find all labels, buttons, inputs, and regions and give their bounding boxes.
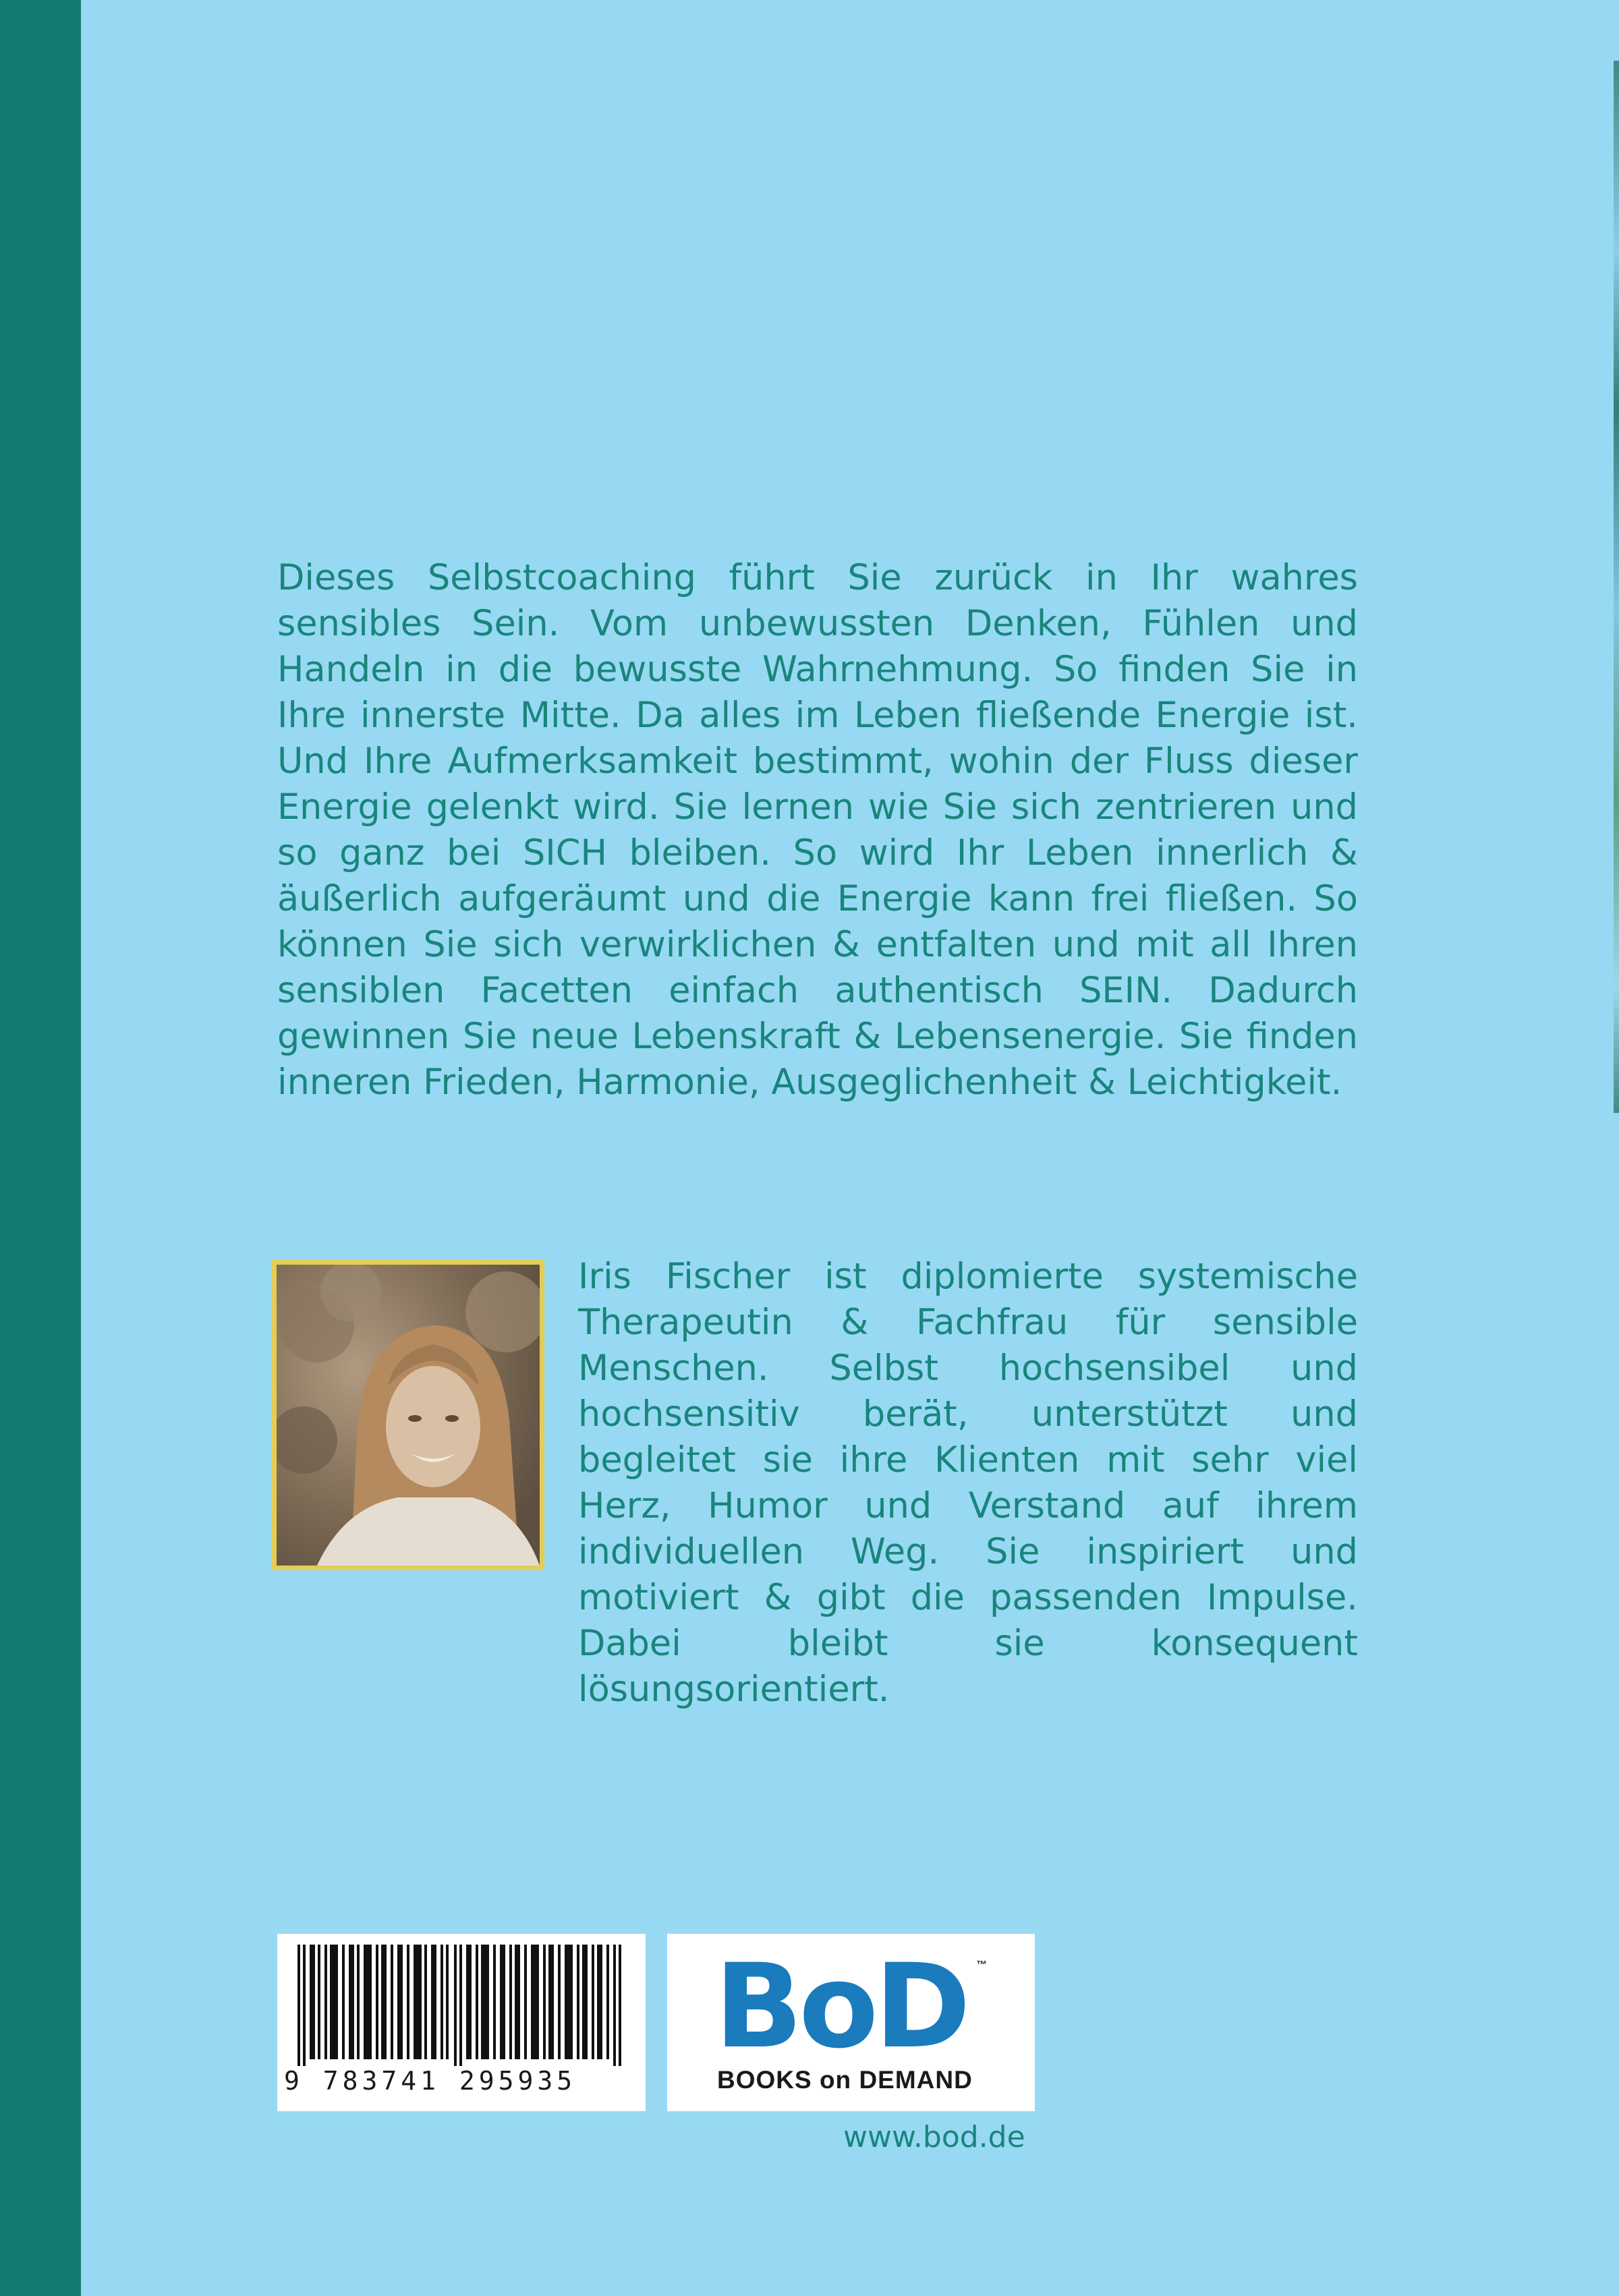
publisher-logo — [667, 1934, 1035, 2111]
publisher-website: www.bod.de — [843, 2120, 1025, 2154]
book-spine — [0, 0, 81, 2296]
trademark-mark: ™ — [976, 1959, 987, 1971]
book-blurb: Dieses Selbstcoaching führt Sie zurück in Ihr wahres sensibles Sein. Vom unbewussten Denken, Fühlen und Handeln in die bewusste Wahrnehmung. So finden Sie in Ihre innerste Mitte. Da alles im Leben fließende Energie ist. Und Ihre Aufmerksamkeit bestimmt, wohin der Fluss dieser Energie gelenkt wird. Sie lernen wie Sie sich zentrieren und so ganz bei SICH bleiben. So wird Ihr Leben innerlich & äußerlich aufgeräumt und die Energie kann frei fließen. So können Sie sich verwirklichen & entfalten und mit all Ihren sensiblen Facetten einfach authentisch SEIN. Dadurch gewinnen Sie neue Lebenskraft & Lebensenergie. Sie finden inneren Frieden, Harmonie, Ausgeglichenheit & Leichtigkeit. — [277, 557, 1358, 1103]
isbn-number: 9 783741 295935 — [284, 2066, 577, 2096]
author-portrait-icon — [277, 1265, 540, 1566]
barcode-icon — [289, 1945, 633, 2066]
front-cover-edge — [1614, 61, 1619, 1113]
bod-logo-text: BoD — [714, 1939, 967, 2074]
publisher-tagline: BOOKS on DEMAND — [717, 2066, 973, 2094]
author-photo — [272, 1260, 544, 1570]
isbn-barcode — [277, 1934, 646, 2111]
author-bio: Iris Fischer ist diplomierte systemische Therapeutin & Fachfrau für sensible Menschen. Selbst hochsensibel und hochsensitiv berät, unterstützt und begleitet sie ihre Klienten mit sehr viel Herz, Humor und Verstand auf ihrem individuellen Weg. Sie inspiriert und motiviert & gibt die passenden Impulse. Dabei bleibt sie konsequent lösungsorientiert. — [578, 1256, 1358, 1710]
